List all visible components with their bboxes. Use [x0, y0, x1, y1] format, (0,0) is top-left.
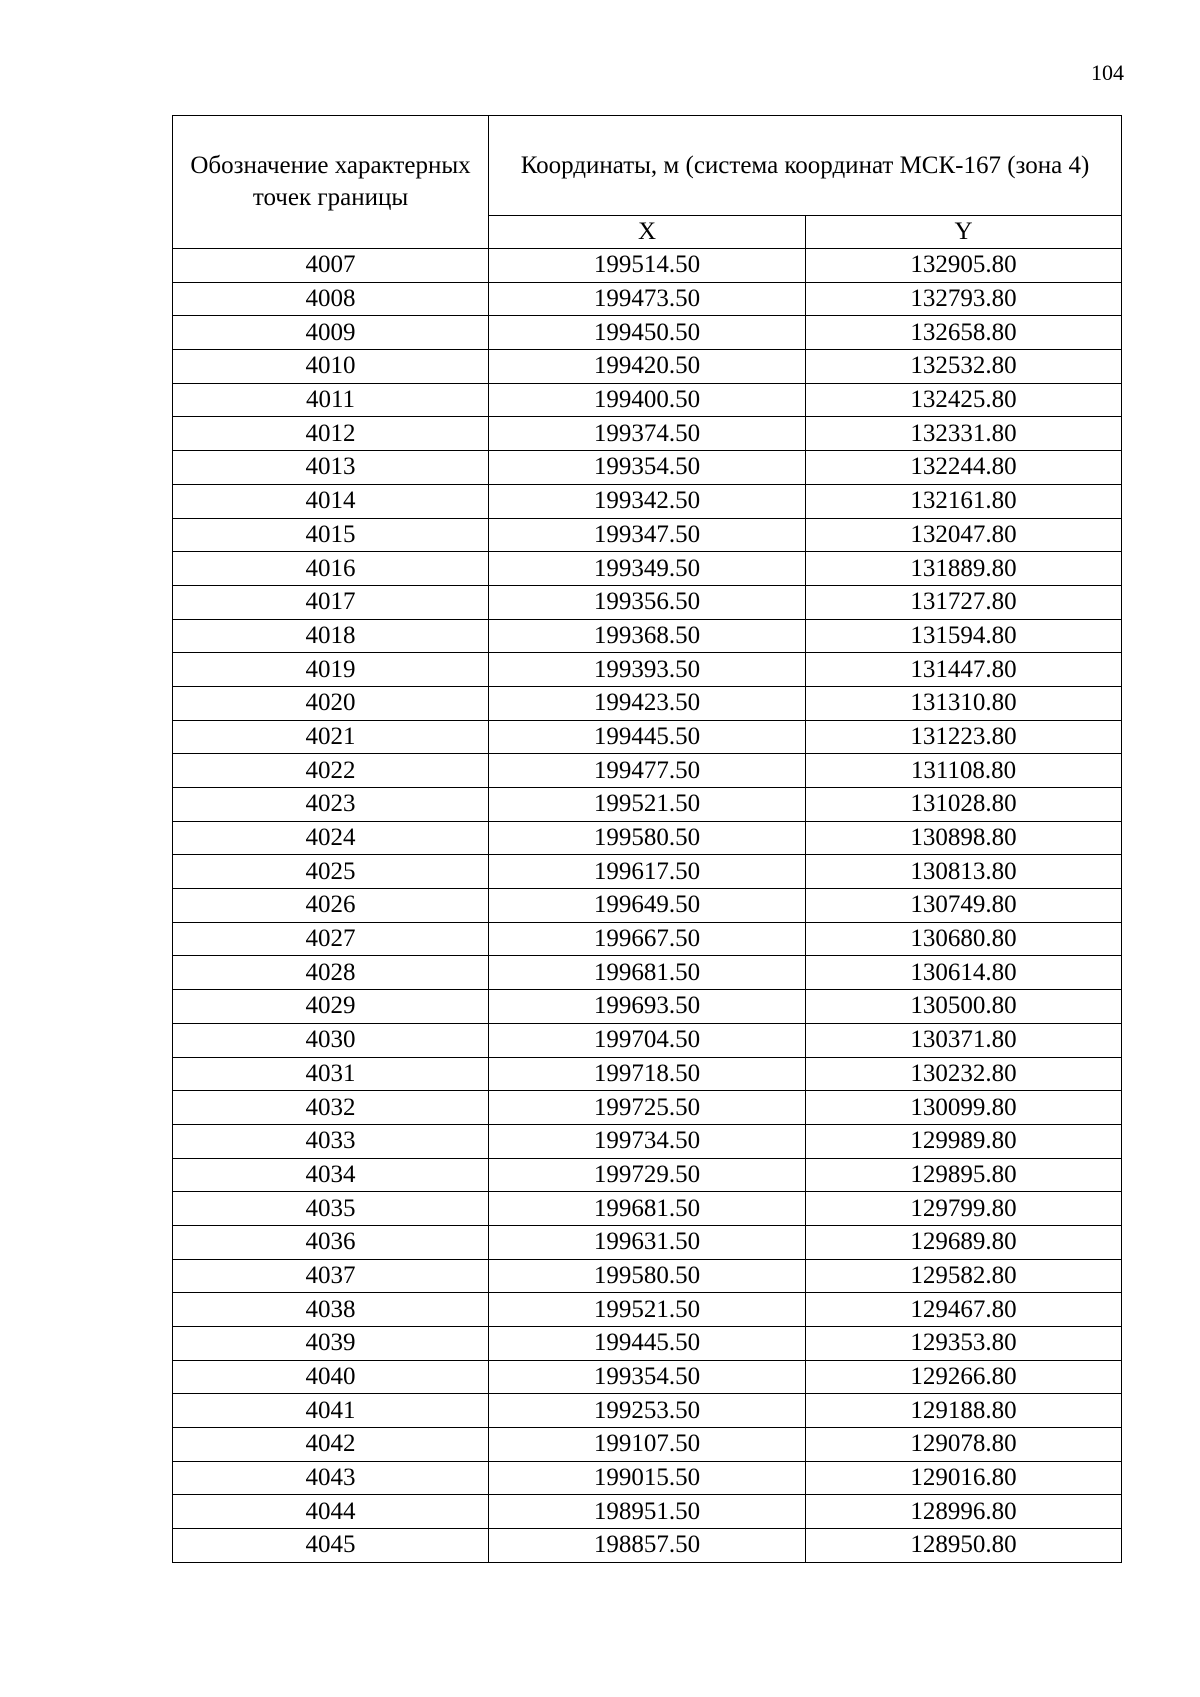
- table-row: [173, 855, 1122, 889]
- cell-x: 199477.50: [489, 754, 806, 788]
- cell-y: 130232.80: [806, 1057, 1122, 1091]
- table-row: [173, 1124, 1122, 1158]
- cell-y: 132161.80: [806, 484, 1122, 518]
- table-row: [173, 956, 1122, 990]
- cell-y: 130371.80: [806, 1023, 1122, 1057]
- cell-y: 130099.80: [806, 1091, 1122, 1125]
- table-row: [173, 754, 1122, 788]
- cell-y: 132793.80: [806, 282, 1122, 316]
- cell-x: 199681.50: [489, 956, 806, 990]
- cell-x: 199521.50: [489, 788, 806, 822]
- table-row: [173, 451, 1122, 485]
- cell-point: 4012: [173, 417, 489, 451]
- header-x: X: [489, 216, 806, 249]
- table-row: [173, 552, 1122, 586]
- cell-y: 131028.80: [806, 788, 1122, 822]
- cell-point: 4031: [173, 1057, 489, 1091]
- cell-y: 132331.80: [806, 417, 1122, 451]
- cell-y: 130680.80: [806, 922, 1122, 956]
- cell-x: 199349.50: [489, 552, 806, 586]
- cell-point: 4009: [173, 316, 489, 350]
- header-y: Y: [806, 216, 1122, 249]
- table-header: [173, 116, 1122, 249]
- cell-point: 4021: [173, 720, 489, 754]
- cell-point: 4014: [173, 484, 489, 518]
- cell-point: 4010: [173, 350, 489, 384]
- coordinates-table: [172, 115, 1122, 1563]
- cell-point: 4011: [173, 383, 489, 417]
- cell-point: 4007: [173, 249, 489, 283]
- cell-y: 132244.80: [806, 451, 1122, 485]
- cell-y: 131594.80: [806, 619, 1122, 653]
- cell-x: 199107.50: [489, 1428, 806, 1462]
- cell-y: 129266.80: [806, 1360, 1122, 1394]
- cell-point: 4032: [173, 1091, 489, 1125]
- cell-x: 199631.50: [489, 1225, 806, 1259]
- cell-point: 4040: [173, 1360, 489, 1394]
- cell-x: 199374.50: [489, 417, 806, 451]
- cell-x: 199580.50: [489, 821, 806, 855]
- page-number: 104: [1091, 60, 1124, 85]
- cell-point: 4042: [173, 1428, 489, 1462]
- cell-y: 130500.80: [806, 990, 1122, 1024]
- table-row: [173, 518, 1122, 552]
- cell-point: 4022: [173, 754, 489, 788]
- cell-y: 131310.80: [806, 686, 1122, 720]
- table-row: [173, 1158, 1122, 1192]
- cell-y: 129799.80: [806, 1192, 1122, 1226]
- cell-point: 4030: [173, 1023, 489, 1057]
- table-row: [173, 383, 1122, 417]
- table-row: [173, 1495, 1122, 1529]
- header-coordinates: Координаты, м (система координат МСК-167 (зона 4): [489, 116, 1122, 216]
- cell-y: 132425.80: [806, 383, 1122, 417]
- table-row: [173, 1091, 1122, 1125]
- cell-x: 198857.50: [489, 1529, 806, 1563]
- cell-point: 4023: [173, 788, 489, 822]
- cell-y: 130813.80: [806, 855, 1122, 889]
- table-row: [173, 686, 1122, 720]
- cell-y: 129016.80: [806, 1461, 1122, 1495]
- cell-x: 199445.50: [489, 1327, 806, 1361]
- cell-point: 4035: [173, 1192, 489, 1226]
- table-row: [173, 1529, 1122, 1563]
- cell-x: 199514.50: [489, 249, 806, 283]
- cell-y: 129582.80: [806, 1259, 1122, 1293]
- cell-point: 4026: [173, 889, 489, 923]
- table-row: [173, 1225, 1122, 1259]
- table-row: [173, 1023, 1122, 1057]
- cell-y: 129689.80: [806, 1225, 1122, 1259]
- cell-x: 199400.50: [489, 383, 806, 417]
- cell-x: 199725.50: [489, 1091, 806, 1125]
- cell-x: 199354.50: [489, 1360, 806, 1394]
- cell-point: 4043: [173, 1461, 489, 1495]
- cell-x: 199718.50: [489, 1057, 806, 1091]
- cell-x: 199354.50: [489, 451, 806, 485]
- cell-point: 4025: [173, 855, 489, 889]
- cell-point: 4029: [173, 990, 489, 1024]
- table-row: [173, 922, 1122, 956]
- cell-x: 199420.50: [489, 350, 806, 384]
- table-row: [173, 1428, 1122, 1462]
- table-row: [173, 1360, 1122, 1394]
- table-row: [173, 1259, 1122, 1293]
- cell-x: 199667.50: [489, 922, 806, 956]
- cell-point: 4013: [173, 451, 489, 485]
- cell-x: 199342.50: [489, 484, 806, 518]
- cell-y: 129895.80: [806, 1158, 1122, 1192]
- cell-x: 199617.50: [489, 855, 806, 889]
- cell-y: 132658.80: [806, 316, 1122, 350]
- table-row: [173, 1057, 1122, 1091]
- table-row: [173, 821, 1122, 855]
- cell-x: 199445.50: [489, 720, 806, 754]
- cell-point: 4008: [173, 282, 489, 316]
- cell-y: 131108.80: [806, 754, 1122, 788]
- cell-point: 4041: [173, 1394, 489, 1428]
- cell-x: 199580.50: [489, 1259, 806, 1293]
- header-point-designation: Обозначение характерных точек границы: [173, 116, 489, 249]
- table-row: [173, 316, 1122, 350]
- cell-y: 128996.80: [806, 1495, 1122, 1529]
- cell-y: 129078.80: [806, 1428, 1122, 1462]
- cell-point: 4034: [173, 1158, 489, 1192]
- cell-y: 129989.80: [806, 1124, 1122, 1158]
- cell-y: 129188.80: [806, 1394, 1122, 1428]
- cell-x: 199704.50: [489, 1023, 806, 1057]
- table-row: [173, 1394, 1122, 1428]
- cell-y: 130898.80: [806, 821, 1122, 855]
- cell-y: 129467.80: [806, 1293, 1122, 1327]
- cell-x: 199649.50: [489, 889, 806, 923]
- cell-point: 4020: [173, 686, 489, 720]
- cell-x: 199356.50: [489, 585, 806, 619]
- cell-point: 4027: [173, 922, 489, 956]
- table-row: [173, 788, 1122, 822]
- cell-x: 199450.50: [489, 316, 806, 350]
- cell-x: 199734.50: [489, 1124, 806, 1158]
- cell-point: 4045: [173, 1529, 489, 1563]
- cell-y: 131447.80: [806, 653, 1122, 687]
- table-row: [173, 889, 1122, 923]
- table-row: [173, 720, 1122, 754]
- cell-y: 130614.80: [806, 956, 1122, 990]
- cell-x: 199521.50: [489, 1293, 806, 1327]
- cell-x: 199729.50: [489, 1158, 806, 1192]
- cell-y: 130749.80: [806, 889, 1122, 923]
- cell-point: 4019: [173, 653, 489, 687]
- cell-y: 129353.80: [806, 1327, 1122, 1361]
- cell-point: 4037: [173, 1259, 489, 1293]
- table-body: [173, 249, 1122, 1563]
- cell-y: 132532.80: [806, 350, 1122, 384]
- cell-x: 199015.50: [489, 1461, 806, 1495]
- cell-x: 199347.50: [489, 518, 806, 552]
- table-row: [173, 417, 1122, 451]
- table-row: [173, 990, 1122, 1024]
- table-row: [173, 282, 1122, 316]
- cell-point: 4039: [173, 1327, 489, 1361]
- cell-point: 4018: [173, 619, 489, 653]
- cell-x: 199423.50: [489, 686, 806, 720]
- cell-x: 199393.50: [489, 653, 806, 687]
- cell-x: 199693.50: [489, 990, 806, 1024]
- cell-x: 199473.50: [489, 282, 806, 316]
- table-row: [173, 249, 1122, 283]
- table-row: [173, 585, 1122, 619]
- cell-y: 128950.80: [806, 1529, 1122, 1563]
- table-row: [173, 1461, 1122, 1495]
- cell-point: 4015: [173, 518, 489, 552]
- table-row: [173, 1293, 1122, 1327]
- table-row: [173, 1192, 1122, 1226]
- cell-point: 4033: [173, 1124, 489, 1158]
- cell-y: 132905.80: [806, 249, 1122, 283]
- cell-x: 199368.50: [489, 619, 806, 653]
- cell-point: 4017: [173, 585, 489, 619]
- cell-x: 198951.50: [489, 1495, 806, 1529]
- cell-point: 4028: [173, 956, 489, 990]
- cell-point: 4044: [173, 1495, 489, 1529]
- table-row: [173, 619, 1122, 653]
- cell-x: 199253.50: [489, 1394, 806, 1428]
- cell-point: 4038: [173, 1293, 489, 1327]
- cell-point: 4016: [173, 552, 489, 586]
- cell-y: 132047.80: [806, 518, 1122, 552]
- table-row: [173, 653, 1122, 687]
- table-row: [173, 1327, 1122, 1361]
- cell-y: 131727.80: [806, 585, 1122, 619]
- cell-x: 199681.50: [489, 1192, 806, 1226]
- cell-point: 4024: [173, 821, 489, 855]
- cell-y: 131889.80: [806, 552, 1122, 586]
- table-row: [173, 350, 1122, 384]
- cell-y: 131223.80: [806, 720, 1122, 754]
- table-row: [173, 484, 1122, 518]
- cell-point: 4036: [173, 1225, 489, 1259]
